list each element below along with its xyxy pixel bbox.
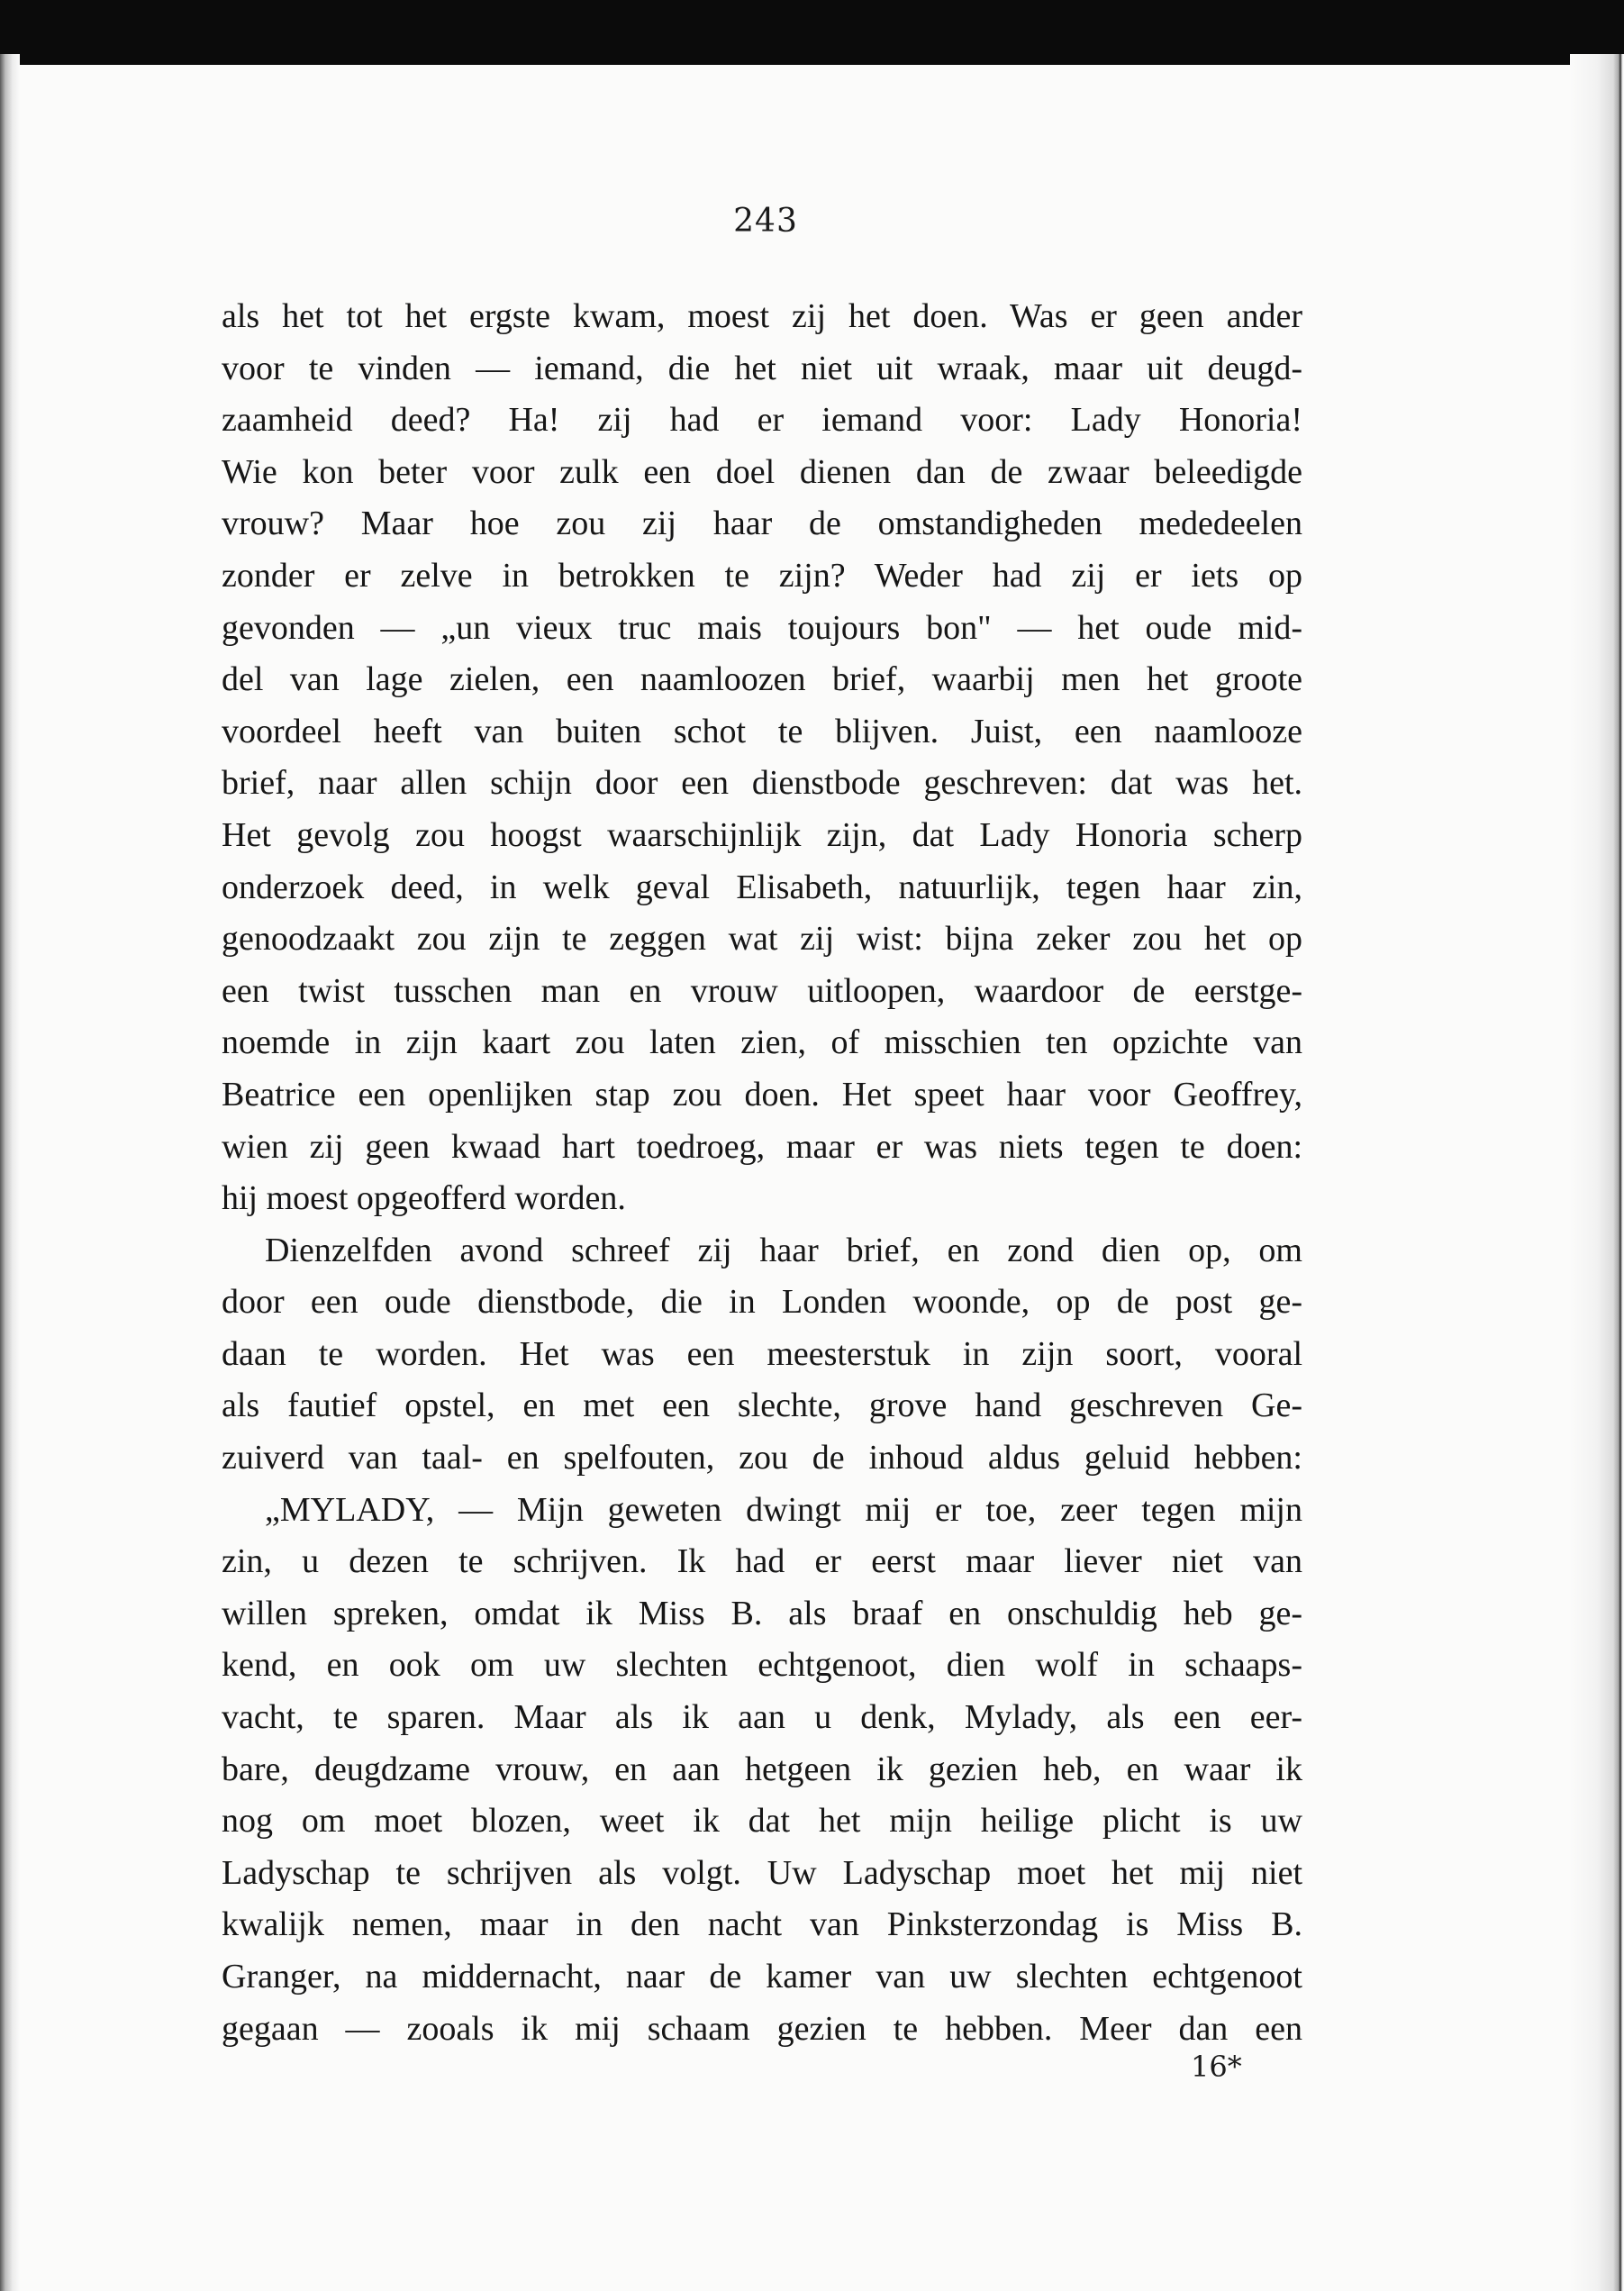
signature-mark: 16* <box>1191 2050 1242 2084</box>
text-line: Ladyschap te schrijven als volgt. Uw Ladyschap moet het mij niet <box>222 1853 1302 1892</box>
text-line: vrouw? Maar hoe zou zij haar de omstandigheden mededeelen <box>222 505 1302 543</box>
text-line: gevonden — „un vieux truc mais toujours bon" — het oude mid- <box>222 608 1302 647</box>
text-line: wien zij geen kwaad hart toedroeg, maar er was niets tegen te doen: <box>222 1127 1302 1166</box>
text-line: noemde in zijn kaart zou laten zien, of misschien ten opzichte van <box>222 1023 1302 1062</box>
text-line: voordeel heeft van buiten schot te blijven. Juist, een naamlooze <box>222 712 1302 750</box>
text-line: een twist tusschen man en vrouw uitloopen, waardoor de eerstge- <box>222 971 1302 1010</box>
scan-right-edge <box>1570 54 1624 2291</box>
text-line: als het tot het ergste kwam, moest zij het doen. Was er geen ander <box>222 297 1302 335</box>
text-line: willen spreken, omdat ik Miss B. als braaf en onschuldig heb ge- <box>222 1594 1302 1632</box>
body-text <box>222 291 1302 2055</box>
text-line: vacht, te sparen. Maar als ik aan u denk, Mylady, als een eer- <box>222 1698 1302 1737</box>
text-line: zaamheid deed? Ha! zij had er iemand voor: Lady Honoria! <box>222 401 1302 440</box>
text-line: zonder er zelve in betrokken te zijn? Weder had zij er iets op <box>222 556 1302 595</box>
text-line: door een oude dienstbode, die in Londen woonde, op de post ge- <box>222 1283 1302 1322</box>
text-line: onderzoek deed, in welk geval Elisabeth, natuurlijk, tegen haar zin, <box>222 868 1302 906</box>
text-line: kwalijk nemen, maar in den nacht van Pinksterzondag is Miss B. <box>222 1905 1302 1944</box>
text-line: voor te vinden — iemand, die het niet uit wraak, maar uit deugd- <box>222 349 1302 387</box>
text-line: daan te worden. Het was een meesterstuk in zijn soort, vooral <box>222 1334 1302 1373</box>
text-line: nog om moet blozen, weet ik dat het mijn heilige plicht is uw <box>222 1802 1302 1841</box>
text-line: hij moest opgeofferd worden. <box>222 1179 626 1218</box>
text-line: bare, deugdzame vrouw, en aan hetgeen ik gezien heb, en waar ik <box>222 1750 1302 1788</box>
text-line: Dienzelfden avond schreef zij haar brief, en zond dien op, om <box>265 1231 1302 1269</box>
text-line: genoodzaakt zou zijn te zeggen wat zij wist: bijna zeker zou het op <box>222 920 1302 959</box>
text-line: „MYLADY, — Mijn geweten dwingt mij er toe, zeer tegen mijn <box>265 1490 1302 1529</box>
scan-top-border <box>0 0 1624 65</box>
scan-left-edge <box>0 54 20 2291</box>
text-line: Wie kon beter voor zulk een doel dienen dan de zwaar beleedigde <box>222 452 1302 491</box>
text-line: Het gevolg zou hoogst waarschijnlijk zijn, dat Lady Honoria scherp <box>222 815 1302 854</box>
text-line: brief, naar allen schijn door een dienstbode geschreven: dat was het. <box>222 764 1302 803</box>
text-line: Granger, na middernacht, naar de kamer van uw slechten echtgenoot <box>222 1958 1302 1996</box>
text-line: zin, u dezen te schrijven. Ik had er eerst maar liever niet van <box>222 1542 1302 1581</box>
page-number: 243 <box>733 203 798 240</box>
text-line: gegaan — zooals ik mij schaam gezien te hebben. Meer dan een <box>222 2009 1302 2048</box>
text-line: als fautief opstel, en met een slechte, grove hand geschreven Ge- <box>222 1386 1302 1425</box>
text-line: kend, en ook om uw slechten echtgenoot, dien wolf in schaaps- <box>222 1646 1302 1685</box>
text-line: del van lage zielen, een naamloozen brief, waarbij men het groote <box>222 660 1302 699</box>
text-line: Beatrice een openlijken stap zou doen. Het speet haar voor Geoffrey, <box>222 1075 1302 1114</box>
text-line: zuiverd van taal- en spelfouten, zou de inhoud aldus geluid hebben: <box>222 1439 1302 1477</box>
